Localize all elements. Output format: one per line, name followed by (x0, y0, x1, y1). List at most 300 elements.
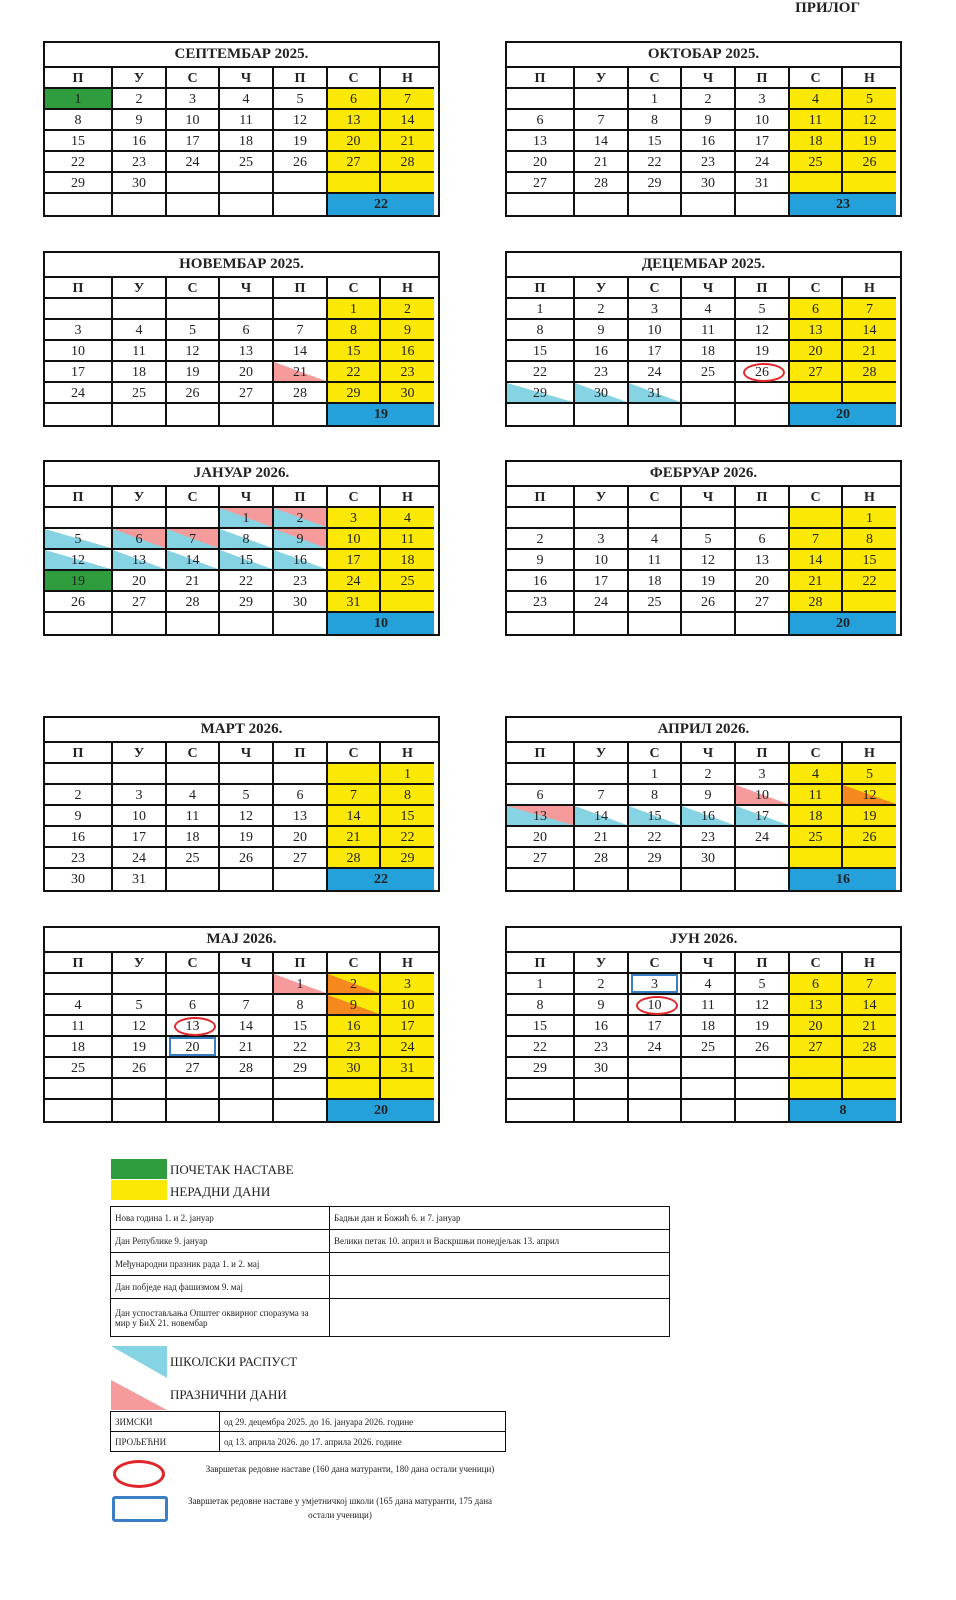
day-cell: 1 (274, 974, 328, 995)
day-cell: 1 (843, 508, 896, 529)
day-cell: 29 (45, 173, 113, 194)
day-cell (682, 869, 736, 890)
day-cell: 6 (736, 529, 790, 550)
weekday-header: Н (843, 487, 896, 508)
day-cell (843, 1058, 896, 1079)
day-cell: 28 (843, 362, 896, 383)
month-title: АПРИЛ 2026. (507, 718, 900, 743)
day-cell (507, 764, 575, 785)
break-cell: ЗИМСКИ (111, 1412, 220, 1432)
day-cell: 24 (736, 827, 790, 848)
day-cell: 5 (274, 89, 328, 110)
day-cell: 20 (113, 571, 167, 592)
day-cell: 26 (167, 383, 220, 404)
day-cell (790, 848, 843, 869)
teaching-days-total: 22 (328, 194, 434, 215)
day-cell: 12 (682, 550, 736, 571)
day-cell: 3 (45, 320, 113, 341)
day-cell (45, 299, 113, 320)
day-cell (575, 869, 629, 890)
day-cell: 15 (328, 341, 381, 362)
day-cell: 3 (575, 529, 629, 550)
day-cell (274, 173, 328, 194)
day-cell: 15 (629, 131, 682, 152)
month-days-grid (507, 953, 900, 1121)
day-cell: 11 (629, 550, 682, 571)
day-cell (113, 613, 167, 634)
day-cell: 21 (381, 131, 434, 152)
holiday-cell: Међународни празник рада 1. и 2. мај (111, 1253, 330, 1276)
day-cell (45, 404, 113, 425)
day-cell: 13 (220, 341, 274, 362)
day-cell: 22 (629, 152, 682, 173)
day-cell: 7 (843, 974, 896, 995)
holiday-cell: Велики петак 10. април и Васкршњи понедјељак 13. април (330, 1230, 670, 1253)
day-cell: 21 (575, 152, 629, 173)
day-cell: 4 (682, 299, 736, 320)
day-cell: 4 (381, 508, 434, 529)
day-cell (113, 508, 167, 529)
day-cell (629, 613, 682, 634)
holiday-cell: Нова година 1. и 2. јануар (111, 1207, 330, 1230)
day-cell: 3 (167, 89, 220, 110)
holiday-cell: Бадњи дан и Божић 6. и 7. јануар (330, 1207, 670, 1230)
day-cell: 21 (167, 571, 220, 592)
day-cell: 22 (629, 827, 682, 848)
day-cell: 30 (575, 383, 629, 404)
day-cell: 17 (45, 362, 113, 383)
day-cell (113, 299, 167, 320)
day-cell: 12 (736, 995, 790, 1016)
day-cell: 27 (790, 1037, 843, 1058)
month-days-grid (45, 743, 438, 890)
day-cell: 10 (629, 995, 682, 1016)
day-cell (45, 764, 113, 785)
day-cell (682, 194, 736, 215)
day-cell (274, 764, 328, 785)
day-cell: 4 (167, 785, 220, 806)
day-cell: 18 (45, 1037, 113, 1058)
day-cell (736, 404, 790, 425)
day-cell (274, 299, 328, 320)
day-cell: 25 (45, 1058, 113, 1079)
day-cell: 23 (682, 152, 736, 173)
weekday-header: С (790, 487, 843, 508)
day-cell: 6 (507, 110, 575, 131)
day-cell (507, 613, 575, 634)
day-cell: 12 (113, 1016, 167, 1037)
day-cell: 9 (113, 110, 167, 131)
weekday-header: С (629, 487, 682, 508)
day-cell: 6 (274, 785, 328, 806)
day-cell: 22 (220, 571, 274, 592)
weekday-header: С (629, 278, 682, 299)
weekday-header: Ч (220, 278, 274, 299)
day-cell: 28 (575, 848, 629, 869)
day-cell: 6 (507, 785, 575, 806)
day-cell: 10 (45, 341, 113, 362)
day-cell: 27 (113, 592, 167, 613)
month-title: ФЕБРУАР 2026. (507, 462, 900, 487)
day-cell (736, 1058, 790, 1079)
holiday-cell: Дан побједе над фашизмом 9. мај (111, 1276, 330, 1299)
holiday-row (111, 1230, 670, 1253)
day-cell (113, 974, 167, 995)
day-cell (381, 173, 434, 194)
day-cell: 22 (274, 1037, 328, 1058)
day-cell: 14 (575, 131, 629, 152)
day-cell (381, 1079, 434, 1100)
day-cell (274, 1100, 328, 1121)
weekday-header: Н (381, 487, 434, 508)
holiday-cell (330, 1276, 670, 1299)
day-cell (736, 383, 790, 404)
weekday-header: У (575, 953, 629, 974)
day-cell: 12 (843, 785, 896, 806)
day-cell: 5 (113, 995, 167, 1016)
day-cell (220, 173, 274, 194)
day-cell: 31 (629, 383, 682, 404)
day-cell: 9 (575, 320, 629, 341)
day-cell: 25 (113, 383, 167, 404)
day-cell: 5 (843, 89, 896, 110)
day-cell (575, 764, 629, 785)
day-cell (328, 1079, 381, 1100)
month-title: МАРТ 2026. (45, 718, 438, 743)
day-cell: 7 (575, 110, 629, 131)
month-days-grid (45, 278, 438, 425)
day-cell (736, 613, 790, 634)
weekday-header: С (629, 953, 682, 974)
day-cell: 10 (736, 110, 790, 131)
day-cell: 29 (629, 848, 682, 869)
end-regular-note: Завршетак редовне наставе (160 дана матуранти, 180 дана остали ученици) (205, 1464, 495, 1474)
day-cell: 17 (167, 131, 220, 152)
day-cell: 3 (629, 299, 682, 320)
day-cell: 23 (274, 571, 328, 592)
day-cell: 24 (575, 592, 629, 613)
month-title: ЈАНУАР 2026. (45, 462, 438, 487)
day-cell: 13 (328, 110, 381, 131)
day-cell: 6 (167, 995, 220, 1016)
day-cell (274, 194, 328, 215)
day-cell: 14 (790, 550, 843, 571)
month-days-grid (507, 743, 900, 890)
day-cell: 1 (507, 299, 575, 320)
day-cell: 24 (113, 848, 167, 869)
day-cell: 23 (507, 592, 575, 613)
day-cell: 19 (220, 827, 274, 848)
weekday-header: Н (381, 278, 434, 299)
day-cell (45, 1079, 113, 1100)
day-cell: 18 (682, 1016, 736, 1037)
day-cell (167, 869, 220, 890)
weekday-header: Ч (220, 953, 274, 974)
day-cell: 31 (736, 173, 790, 194)
day-cell: 28 (381, 152, 434, 173)
day-cell: 1 (381, 764, 434, 785)
weekday-header: Ч (682, 743, 736, 764)
day-cell: 20 (790, 1016, 843, 1037)
weekday-header: С (328, 278, 381, 299)
day-cell: 7 (575, 785, 629, 806)
day-cell: 23 (113, 152, 167, 173)
holiday-days-swatch (111, 1380, 167, 1410)
day-cell: 29 (507, 383, 575, 404)
weekday-header: Н (381, 68, 434, 89)
day-cell: 5 (167, 320, 220, 341)
weekday-header: С (167, 743, 220, 764)
day-cell: 21 (328, 827, 381, 848)
day-cell: 6 (328, 89, 381, 110)
day-cell: 24 (629, 1037, 682, 1058)
day-cell (843, 383, 896, 404)
weekday-header: У (113, 487, 167, 508)
day-cell: 10 (629, 320, 682, 341)
weekday-header: П (45, 953, 113, 974)
legend-start-label: ПОЧЕТАК НАСТАВЕ (170, 1162, 294, 1177)
annex-header: ПРИЛОГ (795, 0, 860, 16)
weekday-header: П (507, 487, 575, 508)
day-cell: 1 (507, 974, 575, 995)
day-cell (629, 508, 682, 529)
day-cell (790, 173, 843, 194)
day-cell: 15 (220, 550, 274, 571)
day-cell: 16 (381, 341, 434, 362)
weekday-header: У (113, 68, 167, 89)
weekday-header: С (629, 68, 682, 89)
day-cell: 23 (575, 1037, 629, 1058)
day-cell: 29 (381, 848, 434, 869)
day-cell: 22 (507, 1037, 575, 1058)
day-cell: 10 (381, 995, 434, 1016)
day-cell (167, 1100, 220, 1121)
day-cell: 6 (113, 529, 167, 550)
day-cell (274, 404, 328, 425)
day-cell (167, 173, 220, 194)
day-cell: 30 (575, 1058, 629, 1079)
day-cell: 2 (575, 974, 629, 995)
weekday-header: П (507, 743, 575, 764)
day-cell: 19 (167, 362, 220, 383)
weekday-header: Н (843, 68, 896, 89)
day-cell (507, 508, 575, 529)
month-title: ЈУН 2026. (507, 928, 900, 953)
day-cell: 30 (682, 173, 736, 194)
weekday-header: С (328, 743, 381, 764)
day-cell (220, 974, 274, 995)
teaching-days-total: 23 (790, 194, 896, 215)
day-cell: 8 (507, 995, 575, 1016)
weekday-header: П (45, 68, 113, 89)
day-cell: 26 (45, 592, 113, 613)
day-cell: 25 (790, 827, 843, 848)
day-cell (736, 869, 790, 890)
day-cell: 19 (736, 341, 790, 362)
day-cell: 22 (507, 362, 575, 383)
day-cell (381, 592, 434, 613)
day-cell: 29 (274, 1058, 328, 1079)
weekday-header: У (113, 743, 167, 764)
day-cell: 18 (381, 550, 434, 571)
day-cell: 26 (682, 592, 736, 613)
day-cell: 11 (682, 320, 736, 341)
day-cell: 13 (167, 1016, 220, 1037)
day-cell: 15 (274, 1016, 328, 1037)
day-cell: 8 (843, 529, 896, 550)
day-cell: 9 (682, 785, 736, 806)
day-cell: 18 (629, 571, 682, 592)
day-cell: 29 (507, 1058, 575, 1079)
day-cell (45, 613, 113, 634)
weekday-header: Н (843, 278, 896, 299)
teaching-days-total: 22 (328, 869, 434, 890)
red-ring-marker (113, 1460, 165, 1488)
day-cell (507, 1079, 575, 1100)
teaching-days-total: 8 (790, 1100, 896, 1121)
day-cell: 30 (274, 592, 328, 613)
day-cell: 20 (790, 341, 843, 362)
day-cell: 12 (274, 110, 328, 131)
day-cell (843, 848, 896, 869)
day-cell: 16 (113, 131, 167, 152)
day-cell: 31 (113, 869, 167, 890)
teaching-days-total: 20 (790, 404, 896, 425)
day-cell: 2 (507, 529, 575, 550)
day-cell: 3 (736, 89, 790, 110)
weekday-header: П (736, 487, 790, 508)
day-cell: 16 (507, 571, 575, 592)
day-cell: 14 (843, 320, 896, 341)
day-cell: 24 (629, 362, 682, 383)
day-cell: 13 (790, 995, 843, 1016)
day-cell: 11 (45, 1016, 113, 1037)
day-cell: 2 (682, 764, 736, 785)
day-cell: 13 (274, 806, 328, 827)
day-cell: 4 (45, 995, 113, 1016)
day-cell: 10 (167, 110, 220, 131)
day-cell (167, 299, 220, 320)
day-cell: 5 (843, 764, 896, 785)
end-art-note: Завршетак редовне наставе у умјетничкој школи (165 дана матуранти, 175 дана остали ученици) (187, 1496, 493, 1520)
day-cell: 13 (113, 550, 167, 571)
weekday-header: С (790, 278, 843, 299)
weekday-header: С (328, 953, 381, 974)
day-cell: 18 (220, 131, 274, 152)
day-cell (507, 869, 575, 890)
month-days-grid (45, 487, 438, 634)
day-cell: 12 (167, 341, 220, 362)
day-cell: 20 (167, 1037, 220, 1058)
day-cell: 10 (575, 550, 629, 571)
day-cell: 19 (113, 1037, 167, 1058)
day-cell: 17 (736, 806, 790, 827)
day-cell (167, 404, 220, 425)
day-cell: 27 (790, 362, 843, 383)
day-cell: 21 (575, 827, 629, 848)
day-cell: 16 (274, 550, 328, 571)
day-cell: 18 (682, 341, 736, 362)
break-row (111, 1432, 506, 1452)
day-cell (113, 1100, 167, 1121)
day-cell: 21 (274, 362, 328, 383)
day-cell: 19 (274, 131, 328, 152)
day-cell: 16 (575, 1016, 629, 1037)
day-cell (113, 194, 167, 215)
day-cell (113, 764, 167, 785)
month-calendar (43, 41, 440, 217)
day-cell: 5 (736, 299, 790, 320)
day-cell: 10 (736, 785, 790, 806)
day-cell: 11 (381, 529, 434, 550)
day-cell: 25 (220, 152, 274, 173)
day-cell (220, 1079, 274, 1100)
day-cell: 10 (328, 529, 381, 550)
day-cell: 9 (45, 806, 113, 827)
weekday-header: С (629, 743, 682, 764)
day-cell: 16 (45, 827, 113, 848)
weekday-header: С (167, 278, 220, 299)
month-title: ОКТОБАР 2025. (507, 43, 900, 68)
day-cell: 9 (274, 529, 328, 550)
day-cell (220, 299, 274, 320)
day-cell (328, 173, 381, 194)
weekday-header: П (274, 278, 328, 299)
day-cell: 22 (381, 827, 434, 848)
day-cell (328, 764, 381, 785)
month-calendar (505, 41, 902, 217)
day-cell (575, 89, 629, 110)
day-cell: 26 (843, 152, 896, 173)
day-cell: 17 (113, 827, 167, 848)
day-cell: 15 (507, 341, 575, 362)
day-cell: 8 (45, 110, 113, 131)
day-cell: 20 (507, 827, 575, 848)
day-cell: 14 (220, 1016, 274, 1037)
day-cell: 4 (682, 974, 736, 995)
month-calendar (43, 716, 440, 892)
day-cell: 6 (220, 320, 274, 341)
day-cell: 3 (113, 785, 167, 806)
break-cell: од 13. априла 2026. до 17. априла 2026. године (220, 1432, 506, 1452)
day-cell (790, 1058, 843, 1079)
day-cell: 21 (843, 1016, 896, 1037)
teaching-days-total: 20 (328, 1100, 434, 1121)
day-cell: 4 (790, 764, 843, 785)
day-cell: 8 (220, 529, 274, 550)
day-cell: 23 (45, 848, 113, 869)
school-break-swatch (111, 1346, 167, 1378)
day-cell: 24 (167, 152, 220, 173)
weekday-header: П (45, 278, 113, 299)
day-cell (790, 508, 843, 529)
day-cell (113, 404, 167, 425)
day-cell: 16 (682, 806, 736, 827)
day-cell (575, 1100, 629, 1121)
teaching-days-total: 10 (328, 613, 434, 634)
teaching-days-total: 19 (328, 404, 434, 425)
day-cell (220, 404, 274, 425)
day-cell (736, 1100, 790, 1121)
day-cell: 28 (790, 592, 843, 613)
break-cell: ПРОЉЕЋНИ (111, 1432, 220, 1452)
day-cell: 19 (45, 571, 113, 592)
day-cell: 26 (843, 827, 896, 848)
day-cell (575, 613, 629, 634)
day-cell: 9 (682, 110, 736, 131)
day-cell: 8 (274, 995, 328, 1016)
holiday-row (111, 1299, 670, 1337)
